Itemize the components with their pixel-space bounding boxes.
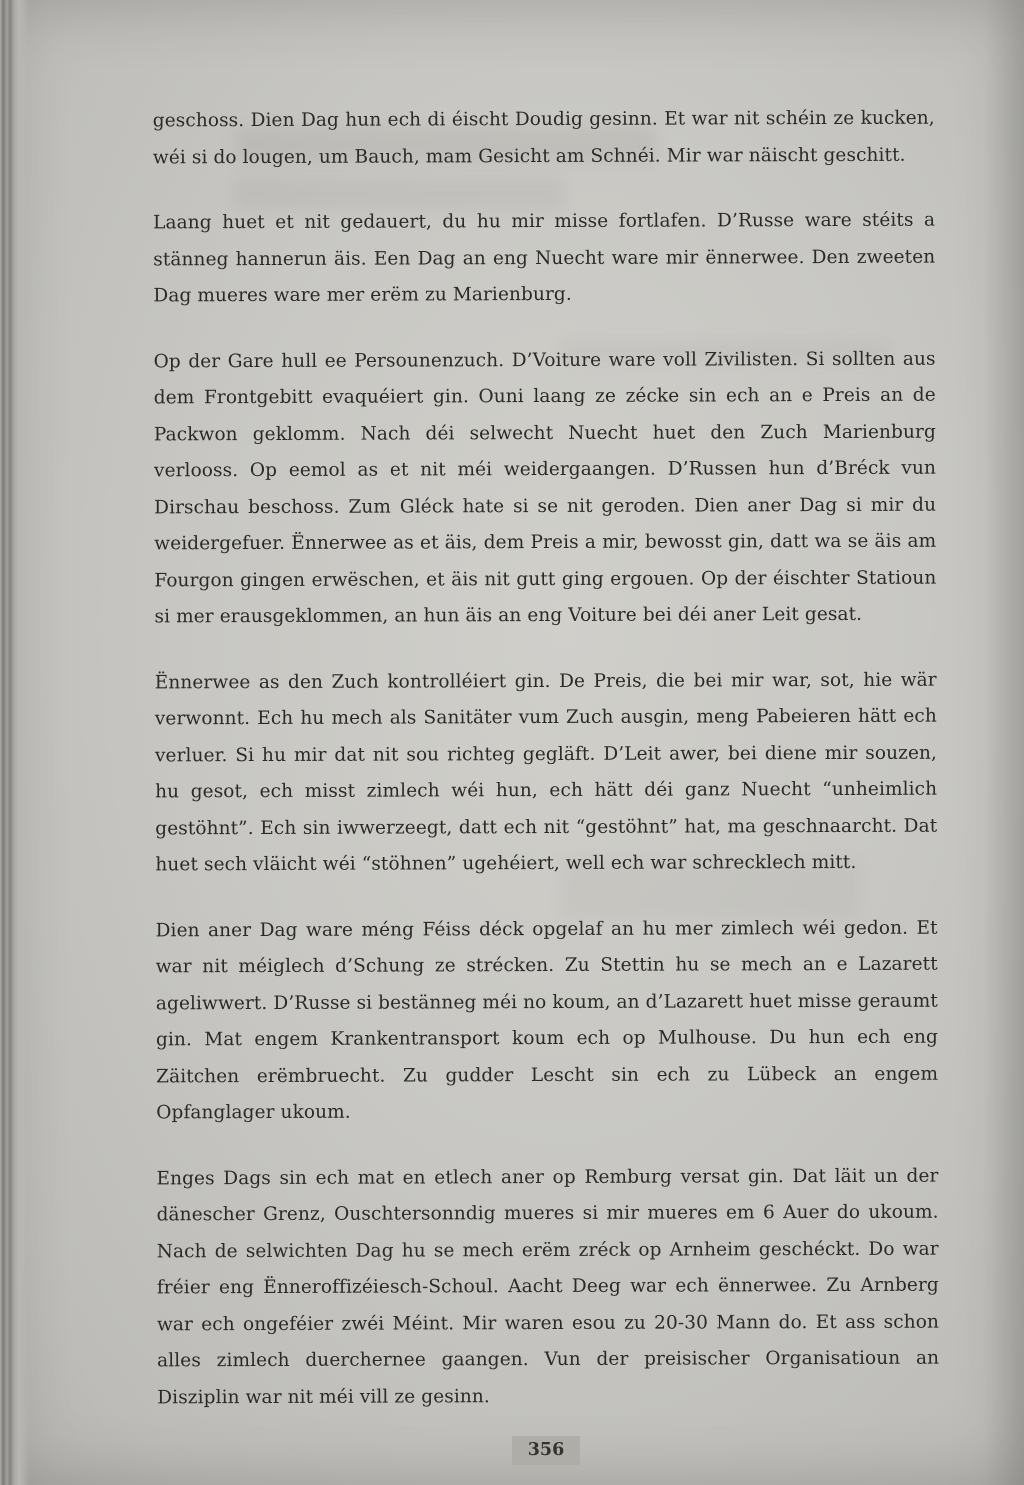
- paragraph: Dien aner Dag ware méng Féiss déck opgelaf an hu mer zimlech wéi gedon. Et war nit méiglech d’Schung ze strécken. Zu Stettin hu se mech an e Lazarett ageliwwert. D’Russe si bestänneg méi no koum, an d’Lazarett huet misse geraumt gin. Mat engem Krankentransport koum ech op Mulhouse. Du hun ech eng Zäitchen erëmbruecht. Zu gudder Lescht sin ech zu Lübeck an engem Opfanglager ukoum.: [155, 917, 939, 1124]
- page-number-container: [155, 1436, 937, 1465]
- page-number: 356: [512, 1436, 581, 1465]
- paragraph: Laang huet et nit gedauert, du hu mir misse fortlafen. D’Russe ware stéits a stänneg hannerun äis. Een Dag an eng Nuecht ware mir ënnerwee. Den zweeten Dag mueres ware mer erëm zu Marienburg.: [153, 209, 936, 307]
- book-binding-edge: [0, 0, 30, 1485]
- paragraph: Op der Gare hull ee Persounenzuch. D’Voiture ware voll Zivilisten. Si sollten aus dem Frontgebitt evaquéiert gin. Ouni laang ze zécke sin ech an e Preis an de Packwon geklomm. Nach déi selwecht Nuecht huet den Zuch Marienburg verlooss. Op eemol as et nit méi weidergaangen. D’Russen hun d’Bréck vun Dirschau beschoss. Zum Gléck hate si se nit geroden. Dien aner Dag si mir du weidergefuer. Ënnerwee as et äis, dem Preis a mir, bewosst gin, datt wa se äis am Fourgon gingen erwëschen, et äis nit gutt ging ergouen. Op der éischter Statioun si mer erausgeklommen, an hun äis an eng Voiture bei déi aner Leit gesat.: [153, 348, 937, 628]
- paragraph: geschoss. Dien Dag hun ech di éischt Doudig gesinn. Et war nit schéin ze kucken, wéi si do lougen, um Bauch, mam Gesicht am Schnéi. Mir war näischt geschitt.: [152, 107, 935, 168]
- paragraph: Ënnerwee as den Zuch kontrolléiert gin. De Preis, die bei mir war, sot, hie wär verwonnt. Ech hu mech als Sanitäter vum Zuch ausgin, meng Pabeieren hätt ech verluer. Si hu mir dat nit sou richteg gegläft. D’Leit awer, bei diene mir souzen, hu gesot, ech misst zimlech wéi hun, ech hätt déi ganz Nuecht “unheimlich gestöhnt”. Ech sin iwwerzeegt, datt ech nit “gestöhnt” hat, ma geschnaarcht. Dat huet sech vläicht wéi “stöhnen” ugehéiert, well ech war schrecklech mitt.: [154, 669, 938, 876]
- page-text-block: [153, 101, 940, 1417]
- page-edge-shadow: [984, 0, 1024, 1485]
- paragraph: Enges Dags sin ech mat en etlech aner op Remburg versat gin. Dat läit un der dänescher Grenz, Ouschtersonndig mueres si mir mueres em 6 Auer do ukoum. Nach de selwichten Dag hu se mech erëm zréck op Arnheim geschéckt. Do war fréier eng Ënneroffizéiesch-Schoul. Aacht Deeg war ech ënnerwee. Zu Arnberg war ech ongeféier zwéi Méint. Mir waren esou zu 20-30 Mann do. Et ass schon alles zimlech duerchernee gaangen. Vun der preisischer Organisatioun an Disziplin war nit méi vill ze gesinn.: [156, 1165, 940, 1408]
